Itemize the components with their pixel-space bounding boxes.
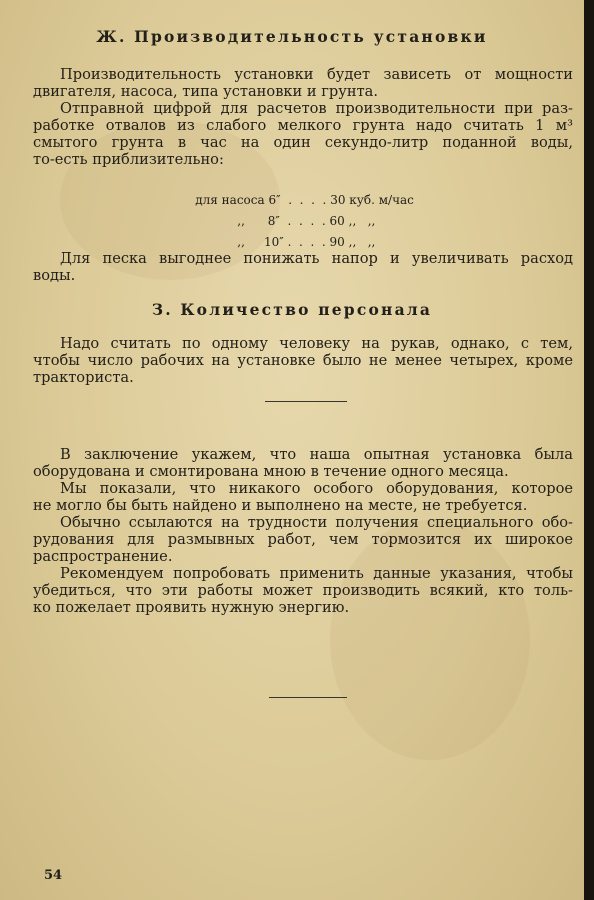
pump-size: 8″ <box>267 214 280 228</box>
text-line: тракториста. <box>33 369 134 386</box>
section-heading-productivity: Ж. Производительность установки <box>96 27 488 46</box>
flow-unit: ,, ,, <box>348 235 376 249</box>
paragraph-conclusion-setup <box>33 446 573 480</box>
flow-label: ,, <box>237 235 245 249</box>
flow-label: для насоса <box>195 193 265 207</box>
text-line: убедиться, что эти работы может производить всякий, кто толь- <box>33 582 573 599</box>
text-line: ко пожелает проявить нужную энергию. <box>33 599 350 616</box>
text-line: оборудована и смонтирована мною в течение одного месяца. <box>33 463 509 480</box>
flow-row-pump-6: для насоса 6″ . . . . 30 куб. м/час <box>195 193 414 207</box>
text-line: двигателя, насоса, типа установки и грунта. <box>33 83 378 100</box>
paragraph-sand-advice <box>33 250 573 284</box>
text-line: Для песка выгоднее понижать напор и увеличивать расход <box>60 250 573 267</box>
paragraph-conclusion-equipment <box>33 480 573 514</box>
text-line: не могло бы быть найдено и выполнено на месте, не требуется. <box>33 497 528 514</box>
text-line: В заключение укажем, что наша опытная установка была <box>60 446 573 463</box>
flow-unit: куб. м/час <box>349 193 414 207</box>
text-line: Производительность установки будет зависеть от мощности <box>60 66 573 83</box>
page-number: 54 <box>44 868 63 883</box>
text-line: рудования для размывных работ, чем тормозится их широкое <box>33 531 573 548</box>
end-divider <box>269 697 347 698</box>
paragraph-conclusion-difficulties <box>33 514 573 565</box>
flow-label: ,, <box>237 214 245 228</box>
text-line: воды. <box>33 267 76 284</box>
text-line: Обычно ссылаются на трудности получения специального обо- <box>60 514 573 531</box>
flow-row-pump-10: ,, 10″ . . . . 90 ,, ,, <box>237 235 376 249</box>
text-line: то-есть приблизительно: <box>33 151 224 168</box>
flow-value: 60 <box>329 214 345 228</box>
section-divider <box>265 401 347 402</box>
flow-value: 30 <box>330 193 346 207</box>
flow-row-pump-8: ,, 8″ . . . . 60 ,, ,, <box>237 214 376 228</box>
paragraph-calculation-basis <box>33 100 573 168</box>
text-line: распространение. <box>33 548 173 565</box>
text-line: смытого грунта в час на один секундо-литр поданной воды, <box>33 134 573 151</box>
text-line: работке отвалов из слабого мелкого грунта надо считать 1 м³ <box>33 117 573 134</box>
flow-value: 90 <box>329 235 345 249</box>
section-heading-personnel: З. Количество персонала <box>151 300 433 319</box>
text-line: Мы показали, что никакого особого оборудования, которое <box>60 480 573 497</box>
text-line: Надо считать по одному человеку на рукав, однако, с тем, <box>60 335 573 352</box>
paragraph-productivity-intro <box>33 66 573 100</box>
paragraph-conclusion-recommendation <box>33 565 573 616</box>
text-line: Рекомендуем попробовать применить данные указания, чтобы <box>60 565 573 582</box>
paragraph-personnel <box>33 335 573 386</box>
text-line: чтобы число рабочих на установке было не менее четырех, кроме <box>33 352 573 369</box>
pump-size: 10″ <box>263 235 284 249</box>
flow-unit: ,, ,, <box>348 214 376 228</box>
pump-size: 6″ <box>268 193 281 207</box>
page-edge-shadow <box>584 0 594 900</box>
text-line: Отправной цифрой для расчетов производительности при раз- <box>60 100 573 117</box>
